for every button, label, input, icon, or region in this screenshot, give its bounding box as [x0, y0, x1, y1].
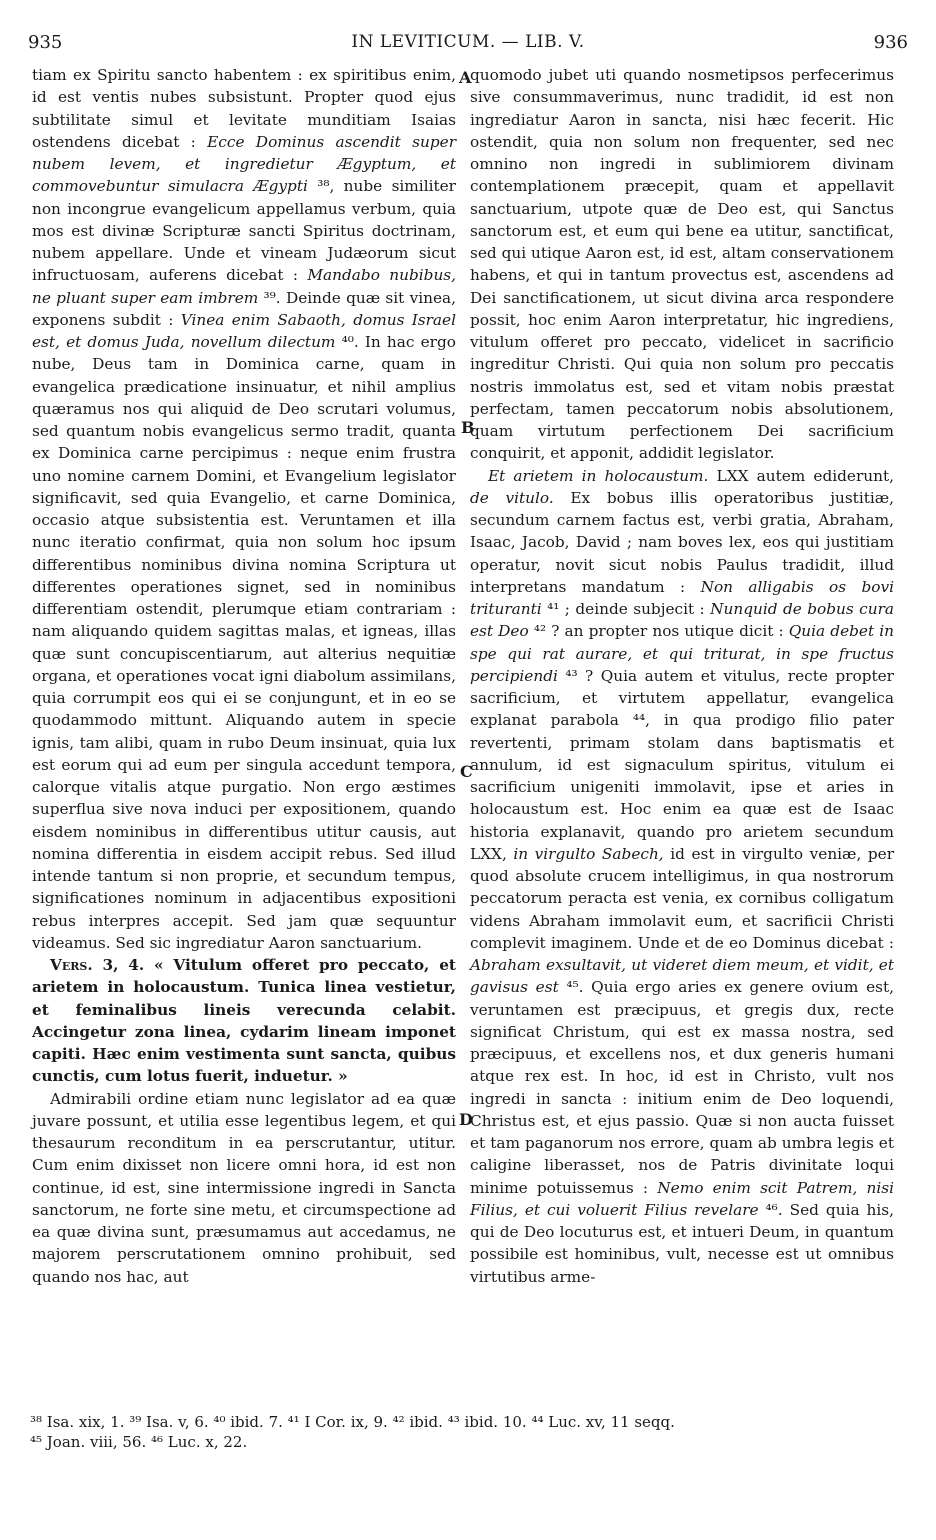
footnote-line-1: ³⁸ Isa. xix, 1. ³⁹ Isa. v, 6. ⁴⁰ ibid. 7. ⁴¹ I Cor. ix, 9. ⁴² ibid. ⁴³ ibid. 10. ⁴⁴ Luc. xv, 11 seqq.	[30, 1413, 675, 1431]
quotation: Abraham exsultavit, ut videret diem meum, et vidit, et gavisus est	[470, 956, 894, 997]
quotation: in virgulto Sabech,	[513, 844, 664, 863]
text-run: ³⁸, nube similiter non incongrue evangelicum appellamus verbum, quia mos est divinæ Scripturæ sancti Spiritus doctrinam, nubem appellare. Unde et vineam Judæorum sicut infructuosam, auferens dicebat :	[32, 177, 456, 285]
page-header	[28, 32, 908, 60]
verse-paragraph	[32, 954, 456, 1088]
text-run: ³⁹. Deinde quæ sit vinea, exponens subdit :	[32, 288, 457, 329]
text-run: ⁴² ? an propter nos utique dicit :	[528, 622, 789, 641]
left-column	[32, 64, 456, 1288]
verse-label: Vers. 3, 4.	[50, 956, 145, 974]
left-paragraph-2	[32, 1088, 456, 1288]
text-run: tiam ex Spiritu sancto habentem : ex spiritibus enim, id est ventis nubes subsistunt. Propter quod ejus subtilitate simul et levitate munditiam Isaias ostendens dicebat :	[32, 66, 456, 151]
page-number-left: 935	[28, 32, 63, 53]
left-paragraph-1	[32, 64, 456, 954]
text-run: ⁴¹ ; deinde subjecit :	[541, 600, 711, 618]
right-paragraph-1	[470, 64, 894, 465]
right-paragraph-2	[470, 465, 894, 1288]
quotation: Ecce Dominus ascendit super nubem levem, et ingredietur Ægyptum, et commovebuntur simulacra Ægypti	[32, 132, 457, 196]
text-run: ⁴⁰. In hac ergo nube, Deus tam in Dominica carne, quam in evangelica prædicatione insinuatur, et nihil amplius quæramus nos qui aliquid de Deo scrutari volumus, sed quantum nobis evangelicus sermo tradit, quanta ex Dominica carne percipimus : neque enim frustra uno nomine carnem Domini, et Evangelium legislator significavit, sed quia Evangelio, et carne Dominica, occasio atque subsistentia est. Veruntamen et illa nunc iteratio confirmat, quia non solum hoc ipsum differentibus nominibus divina nomina Scriptura ut differentes operationes signet, sed in nominibus differentiam ostendit, plerumque etiam contrariam : nam aliquando quidem sagittas malas, et igneas, illas quæ sunt concupiscentiarum, aut alterius nequitiæ organa, et operationes vocat igni diabolum assimilans, quia corrumpit eos qui ei se conjungunt, et in eo se quodammodo mittunt. Aliquando autem in specie ignis, tam alibi, quam in rubo Deum insinuat, quia lux est eorum qui ad eum per singula accedunt tempora, calorque vitalis atque purgatio. Non ergo æstimes superflua sive nova induci per expositionem, quando eisdem nominibus in differentibus utitur causis, aut nomina differentia in eisdem accipit rebus. Sed illud intende tantum si non proprie, et secundum tempus, significationes nominum in adjacentibus expositioni rebus interpres accepit. Sed jam quæ sequuntur videamus. Sed sic ingrediatur Aaron sanctuarium.	[32, 333, 456, 952]
quotation: Non alligabis os bovi trituranti	[470, 577, 894, 618]
text-run: Admirabili ordine etiam nunc legislator ad ea quæ juvare possunt, et utilia esse legentibus legem, et qui thesaurum reconditum in ea perscrutantur, utitur. Cum enim dixisset non licere omni hora, id est non continue, id est, sine intermissione ingredi in Sancta sanctorum, ne forte sine metu, et circumspectione ad ea quæ divina sunt, præsumamus aut accedamus, ne majorem perscrutationem omnino prohibuit, sed quando nos hac, aut	[32, 1089, 456, 1286]
text-run: id est in virgulto veniæ, per quod absolute crucem intelligimus, in qua nostrorum peccatorum peracta est venia, ex cornibus colligatum videns Abraham immolavit eum, et sacrificii Christi complevit imaginem. Unde et de eo Dominus dicebat :	[470, 844, 895, 952]
text-run: Ex bobus illis operatoribus justitiæ, secundum carnem factus est, verbi gratia, Abraham, Isaac, Jacob, David ; nam boves lex, eos qui justitiam operatur, novit sicut nobis Paulus tradidit, illud interpretans mandatum :	[470, 488, 895, 596]
text-run: ⁴⁵. Quia ergo aries ex genere ovium est, veruntamen est præcipuus, et gregis dux, recte significat Christum, qui est ex massa nostra, sed præcipuus, et excellens nos, et dux generis humani atque rex est. In hoc, id est in Christo, vult nos ingredi in sancta : initium enim de Deo loquendi, Christus est, et ejus passio. Quæ si non aucta fuisset et tam paganorum nos errore, quam ab umbra legis et caligine liberasset, nos de Patris divinitate loqui minime potuissemus :	[470, 978, 894, 1197]
margin-letter-b: B	[461, 418, 475, 437]
verse-text: « Vitulum offeret pro peccato, et arietem in holocaustum. Tunica linea vestietur, et feminalibus lineis verecunda celabit. Accingetur zona linea, cydarim lineam imponet capiti. Hæc enim vestimenta sunt sancta, quibus cunctis, cum lotus fuerit, induetur. »	[32, 956, 456, 1086]
right-column	[470, 64, 894, 1288]
margin-letter-a: A	[459, 68, 472, 87]
quotation: de vitulo.	[470, 488, 554, 507]
quotation: Quia debet in spe qui rat aurare, et qui triturat, in spe fructus percipiendi	[470, 622, 894, 685]
page-number-right: 936	[873, 32, 908, 53]
running-title: IN LEVITICUM. — LIB. V.	[351, 32, 585, 52]
text-run: ⁴⁶. Sed quia his, qui de Deo locuturus est, et intueri Deum, in quantum possibile est hominibus, vult, necesse est ut omnibus virtutibus arme-	[470, 1200, 894, 1286]
quotation: Nemo enim scit Patrem, nisi Filius, et cui voluerit Filius revelare	[470, 1178, 895, 1219]
text-run: quomodo jubet uti quando nosmetipsos perfecerimus sive consummaverimus, nunc tradidit, id est non ingrediatur Aaron in sancta, nisi hæc fecerit. Hic ostendit, quia non solum non frequenter, sed nec omnino non ingredi in sublimiorem divinam contemplationem præcepit, quam et appellavit sanctuarium, utpote quæ de Deo est, qui Sanctus sanctorum est, et eum qui bene ea utitur, sanctificat, sed qui utique Aaron est, id est, altam conservationem habens, et qui in tantum provectus est, ascendens ad Dei sanctificationem, ut sicut divina arca respondere possit, hoc enim Aaron interpretatur, hic ingrediens, vitulum offeret pro peccato, videlicet in sacrificio ingreditur Christi. Qui quia non solum pro peccatis nostris immolatus est, sed et vitam nobis præstat perfectam, tamen peccatorum nobis absolutionem, quam virtutum perfectionem Dei sacrificium conquirit, et apponit, addidit legislator.	[470, 66, 894, 463]
footnote-line-2: ⁴⁵ Joan. viii, 56. ⁴⁶ Luc. x, 22.	[30, 1433, 248, 1451]
margin-letter-c: C	[460, 762, 473, 781]
footnotes	[30, 1412, 910, 1452]
text-run: LXX autem ediderunt,	[708, 466, 894, 485]
lemma: Et arietem in holocaustum.	[488, 466, 709, 485]
margin-letter-d: D	[459, 1110, 473, 1129]
quotation: Vinea enim Sabaoth, domus Israel est, et domus Juda, novellum dilectum	[32, 310, 456, 351]
quotation: Nunquid de bobus cura est Deo	[470, 600, 894, 641]
text-run: ⁴³ ? Quia autem et vitulus, recte propter sacrificium, et virtutem appellatur, evangelica explanat parabola ⁴⁴, in qua prodigo filio pater revertenti, primam stolam dans baptismatis et annulum, id est signaculum spiritus, vitulum ei sacrificium unigeniti immolavit, ipse et aries in holocaustum est. Hoc enim ea quæ est de Isaac historia explanavit, quando pro arietem secundum LXX,	[470, 666, 894, 863]
quotation: Mandabo nubibus, ne pluant super eam imbrem	[32, 266, 457, 307]
